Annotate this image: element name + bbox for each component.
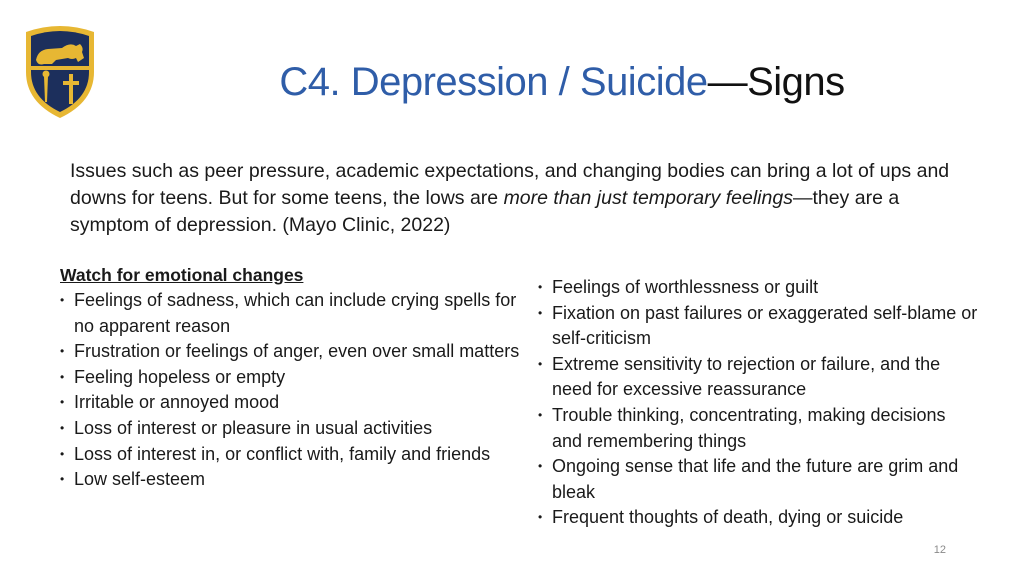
list-item (60, 339, 522, 365)
list-item-text: Low self-esteem (74, 469, 206, 490)
list-item-text: Ongoing sense that life and the future are grim and bleak (552, 456, 959, 502)
list-item (60, 288, 522, 339)
intro-text-2: —they are a symptom of depression. (Mayo Clinic, 2022) (70, 187, 900, 236)
list-item (538, 275, 978, 301)
list-item-text: Fixation on past failures or exaggerated self-blame or self-criticism (552, 302, 978, 349)
crest-bar (31, 66, 89, 70)
list-item (60, 390, 522, 416)
left-column (60, 263, 522, 493)
list-item-text: Frequent thoughts of death, dying or suicide (552, 507, 904, 528)
bullet-icon: • (538, 280, 543, 294)
list-item (60, 442, 522, 468)
slide-title-main: C4. Depression / Suicide (279, 60, 708, 104)
slide-title-suffix: —Signs (707, 60, 845, 104)
bullet-icon: • (538, 305, 543, 320)
list-item (60, 416, 522, 442)
bullet-icon: • (60, 369, 65, 384)
cross-icon (69, 74, 73, 104)
bullet-icon: • (60, 293, 65, 307)
bullet-icon: • (60, 446, 65, 461)
intro-emphasis: more than just temporary feelings (503, 187, 793, 209)
bullet-icon: • (60, 472, 65, 487)
intro-text-1: Issues such as peer pressure, academic expectations, and changing bodies can bring a lot of ups and downs for teens. But for some teens, the lows are (70, 160, 950, 209)
list-item-text: Feelings of worthlessness or guilt (552, 277, 819, 297)
list-item-text: Irritable or annoyed mood (74, 392, 280, 413)
list-item (538, 301, 978, 352)
list-item (538, 505, 978, 531)
list-item-text: Frustration or feelings of anger, even over small matters (74, 341, 520, 362)
bullet-icon: • (60, 395, 65, 410)
bullet-icon: • (60, 344, 65, 359)
list-item-text: Feeling hopeless or empty (74, 366, 286, 387)
signs-list (538, 275, 978, 531)
left-column-heading: Watch for emotional changes (60, 265, 304, 285)
slide-title (140, 56, 984, 108)
list-item-text: Loss of interest or pleasure in usual activities (74, 417, 433, 438)
right-column (538, 275, 978, 531)
list-item-text: Trouble thinking, concentrating, making decisions and remembering things (552, 404, 946, 451)
list-item (538, 454, 978, 505)
list-item (60, 467, 522, 493)
bullet-icon: • (60, 420, 65, 435)
page-number: 12 (933, 544, 946, 556)
list-item-text: Extreme sensitivity to rejection or failure, and the need for excessive reassurance (552, 353, 941, 400)
list-item (538, 403, 978, 454)
list-item-text: Loss of interest in, or conflict with, family and friends (74, 443, 491, 464)
bullet-icon: • (538, 459, 543, 474)
list-item-text: Feelings of sadness, which can include crying spells for no apparent reason (74, 290, 517, 336)
emotional-changes-list (60, 288, 522, 493)
bullet-icon: • (538, 356, 543, 371)
list-item (60, 365, 522, 391)
bullet-icon: • (538, 407, 543, 422)
school-crest-logo (22, 22, 98, 120)
list-item (538, 352, 978, 403)
intro-paragraph (70, 158, 950, 239)
bullet-icon: • (538, 510, 543, 525)
